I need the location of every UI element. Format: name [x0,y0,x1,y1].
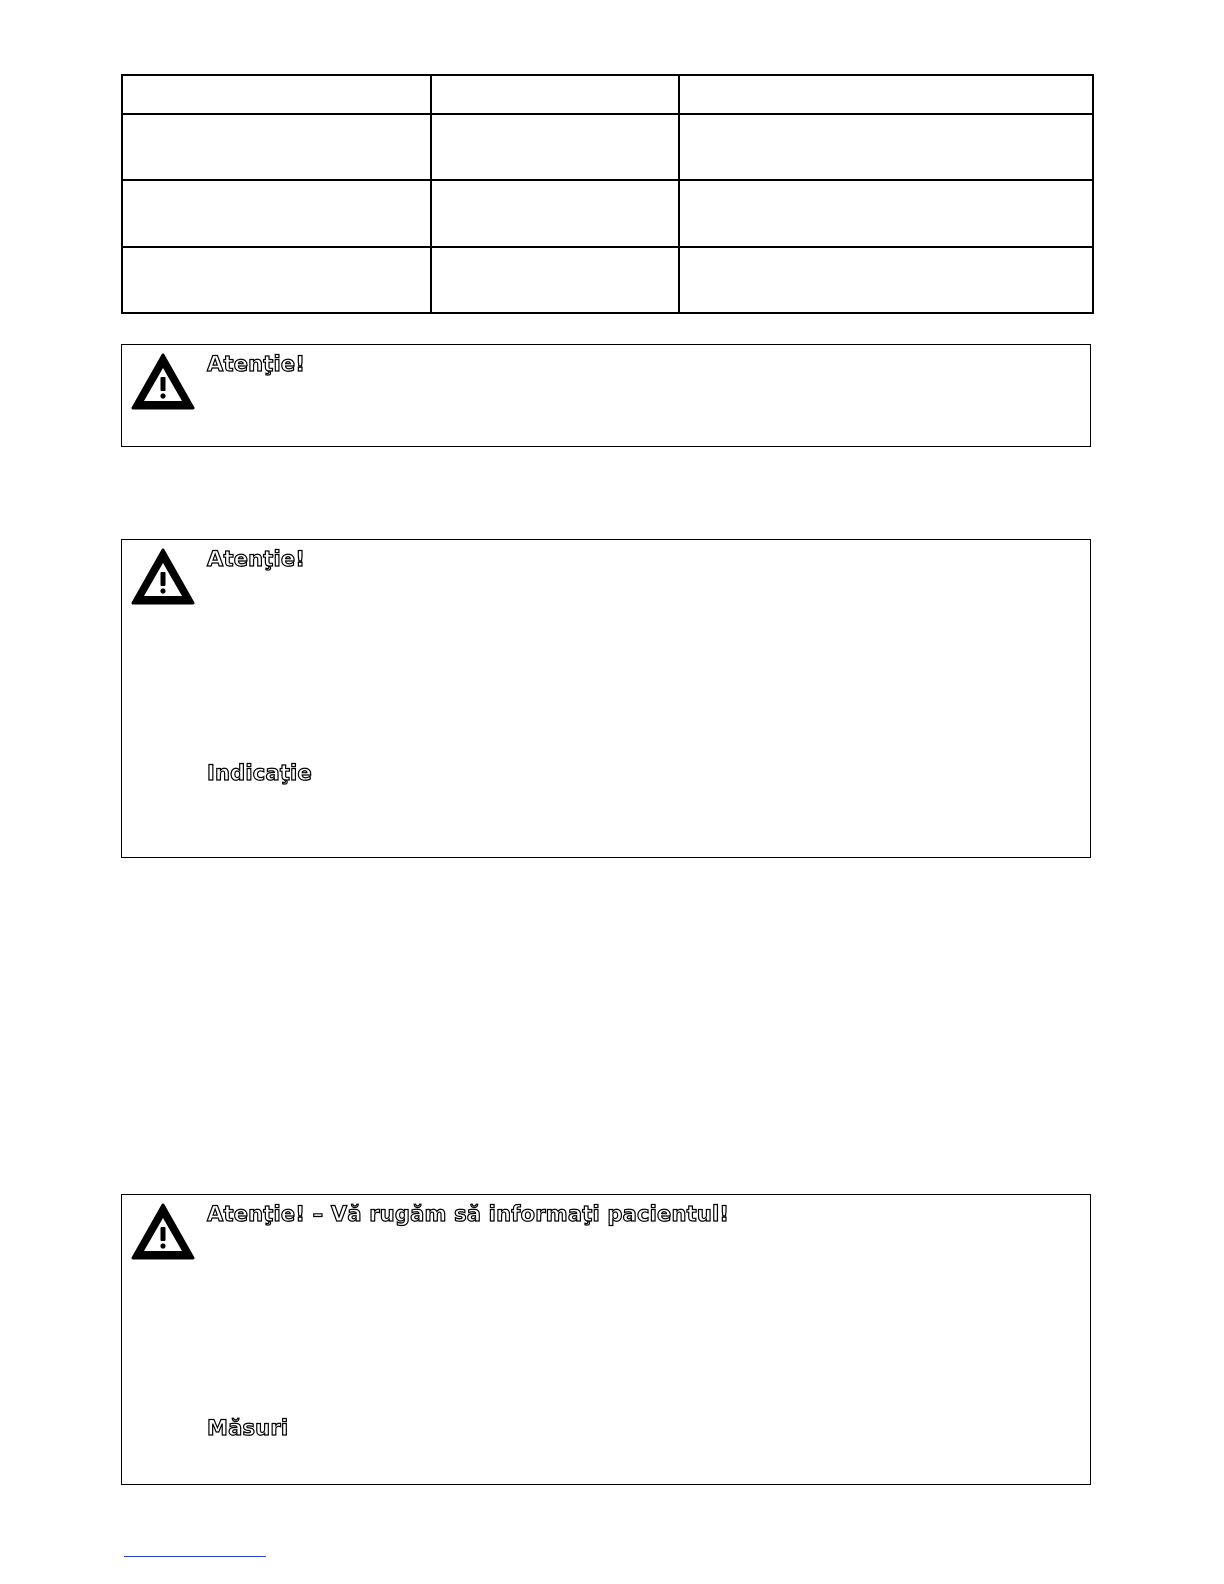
notice-title: Atenţie! – Vă rugăm să informaţi pacientul! [207,1202,730,1226]
table-cell [679,114,1093,180]
table-cell [431,75,679,114]
warning-notice-2 [121,539,1091,858]
table-cell [122,75,431,114]
table-row [122,247,1093,313]
table-cell [679,180,1093,246]
data-table [121,74,1094,314]
table-cell [431,180,679,246]
table-cell [679,247,1093,313]
hyperlink-underline[interactable] [124,1556,266,1557]
notice-subheading: Indicaţie [207,761,312,785]
warning-notice-3 [121,1194,1091,1485]
notice-title: Atenţie! [207,352,306,376]
warning-triangle-icon [131,353,195,411]
table-row [122,180,1093,246]
notice-title: Atenţie! [207,547,306,571]
warning-notice-1 [121,344,1091,447]
table-cell [679,75,1093,114]
warning-triangle-icon [131,548,195,606]
table-cell [122,180,431,246]
table-cell [122,114,431,180]
table-cell [431,247,679,313]
notice-subheading: Măsuri [207,1416,289,1440]
table-row [122,114,1093,180]
table-header-row [122,75,1093,114]
table-cell [122,247,431,313]
warning-triangle-icon [131,1203,195,1261]
table-cell [431,114,679,180]
